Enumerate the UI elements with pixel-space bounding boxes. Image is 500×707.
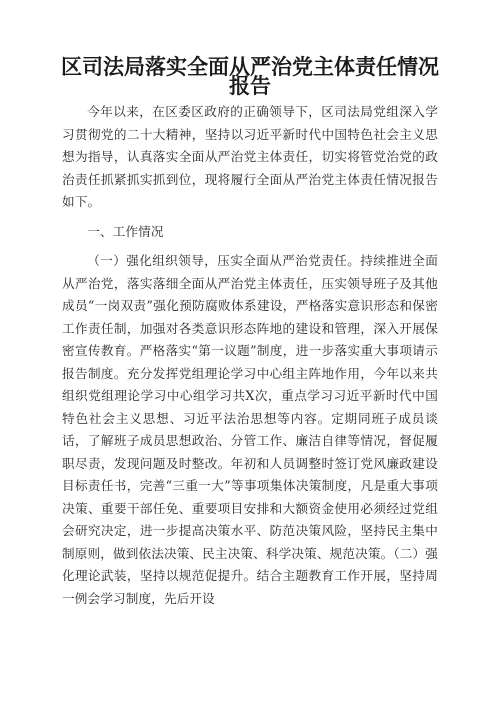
- intro-paragraph: 今年以来，在区委区政府的正确领导下，区司法局党组深入学习贯彻党的二十大精神，坚持以习近平新时代中国特色社会主义思想为指导，认真落实全面从严治党主体责任，切实将管党治党的政治责任抓紧抓实抓到位，现将履行全面从严治党主体责任情况报告如下。: [62, 104, 438, 209]
- section-heading: 一、工作情况: [87, 223, 164, 239]
- section-paragraph: （一）强化组织领导，压实全面从严治党责任。持续推进全面从严治党，落实落细全面从严治党主体责任，压实领导班子及其他成员“一岗双责”强化预防腐败体系建设，严格落实意识形态和保密工作责任制，加强对各类意识形态阵地的建设和管理，深入开展保密宣传教育。严格落实“第一议题”制度，进一步落实重大事项请示报告制度。充分发挥党组理论学习中心组主阵地作用，今年以来共组织党组理论学习中心组学习共X次，重点学习习近平新时代中国特色社会主义思想、习近平法治思想等内容。定期同班子成员谈话，了解班子成员思想政治、分管工作、廉洁自律等情况，督促履职尽责，发现问题及时整改。年初和人员调整时签订党风廉政建设目标责任书，完善“三重一大”等事项集体决策制度，凡是重大事项决策、重要干部任免、重要项目安排和大额资金使用必须经过党组会研究决定，进一步提高决策水平、防范决策风险，坚持民主集中制原则，做到依法决策、民主决策、科学决策、规范决策。（二）强化理论武装，坚持以规范促提升。结合主题教育工作开展，坚持周一例会学习制度，先后开设: [62, 253, 439, 606]
- document-title: 区司法局落实全面从严治党主体责任情况报告: [61, 55, 439, 98]
- document-body: [62, 101, 438, 610]
